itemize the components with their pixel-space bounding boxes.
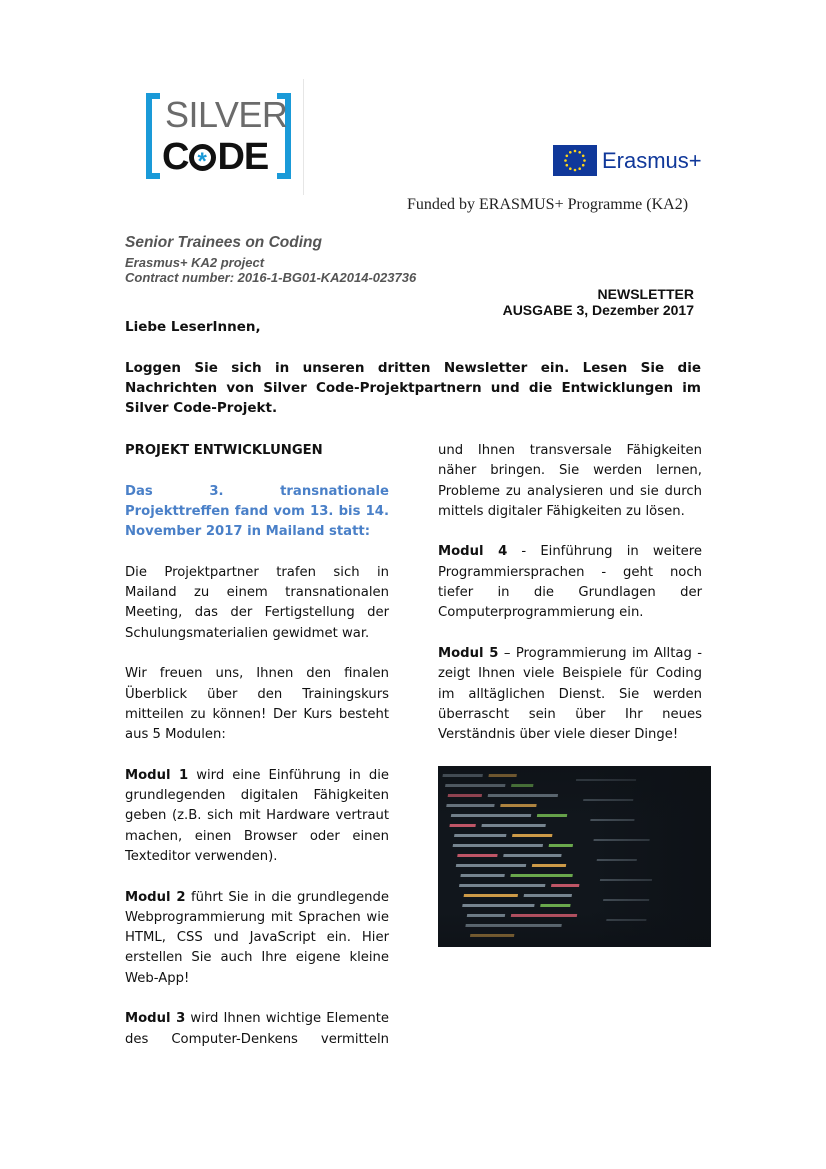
module-4 [438, 542, 702, 623]
module-3-text: wird Ihnen wichtige Elemente des Computer-Denkens vermitteln [125, 1011, 389, 1047]
module-1 [125, 766, 389, 867]
module-3 [125, 1009, 389, 1050]
module-1-label: Modul 1 [125, 767, 189, 783]
section-heading: PROJEKT ENTWICKLUNGEN [125, 443, 323, 458]
module-5 [438, 644, 702, 745]
right-column [438, 441, 702, 766]
paragraph-course: Wir freuen uns, Ihnen den finalen Überblick über den Trainingskurs mitteilen zu können! Der Kurs besteht aus 5 Modulen: [125, 666, 389, 743]
project-type: Erasmus+ KA2 project [125, 255, 265, 270]
logo-word-silver: SILVER [165, 94, 288, 135]
silver-code-logo [129, 79, 304, 195]
asterisk-icon: * [197, 148, 206, 175]
module-5-text: – Programmierung im Alltag - zeigt Ihnen viele Beispiele für Coding im alltäglichen Dienst. Sie werden überrascht sein über Ihr neues Verständnis über viele dieser Dinge! [438, 645, 702, 743]
newsletter-issue: AUSGABE 3, Dezember 2017 [502, 302, 694, 318]
newsletter-label: NEWSLETTER [597, 286, 694, 302]
module-4-label: Modul 4 [438, 544, 508, 560]
funding-note: Funded by ERASMUS+ Programme (KA2) [407, 196, 689, 213]
module-3-label: Modul 3 [125, 1011, 186, 1027]
module-2-text: führt Sie in die grundlegende Webprogrammierung mit Sprachen wie HTML, CSS und JavaScript ein. Hier erstellen Sie auch Ihre eigene kleine Web-App! [125, 889, 389, 986]
greeting: Liebe LeserInnen, [125, 319, 261, 335]
module-3-continued: und Ihnen transversale Fähigkeiten näher bringen. Sie werden lernen, Probleme zu analysieren und sie durch mittels digitaler Fähigkeiten zu lösen. [438, 443, 702, 519]
eu-flag-icon [553, 145, 597, 176]
erasmus-wordmark: Erasmus+ [602, 148, 702, 173]
module-2 [125, 888, 389, 989]
paragraph-meeting: Die Projektpartner trafen sich in Mailand zu einem transnationalen Meeting, das der Fertigstellung der Schulungsmaterialien gewidmet war. [125, 564, 389, 641]
contract-number: Contract number: 2016-1-BG01-KA2014-023736 [125, 270, 417, 285]
project-title: Senior Trainees on Coding [125, 234, 322, 251]
logo-word-code: C * DE [162, 135, 268, 179]
module-5-label: Modul 5 [438, 645, 499, 661]
intro-paragraph: Loggen Sie sich in unseren dritten Newsletter ein. Lesen Sie die Nachrichten von Silver Code-Projektpartnern und die Entwicklungen im Silver Code-Projekt. [125, 360, 701, 416]
module-4-text: - Einführung in weitere Programmiersprachen - geht noch tiefer in die Grundlagen der Computerprogrammierung ein. [438, 544, 702, 621]
module-1-text: wird eine Einführung in die grundlegenden digitalen Fähigkeiten geben (z.B. sich mit Hardware vertraut machen, einen Browser oder einen Texteditor verwenden). [125, 767, 389, 864]
left-column [125, 441, 389, 1070]
code-screen-photo [438, 766, 711, 947]
module-2-label: Modul 2 [125, 889, 186, 905]
meeting-highlight: Das 3. transnationale Projekttreffen fand vom 13. bis 14. November 2017 in Mailand statt: [125, 483, 389, 540]
logo-bracket-left [146, 93, 160, 179]
